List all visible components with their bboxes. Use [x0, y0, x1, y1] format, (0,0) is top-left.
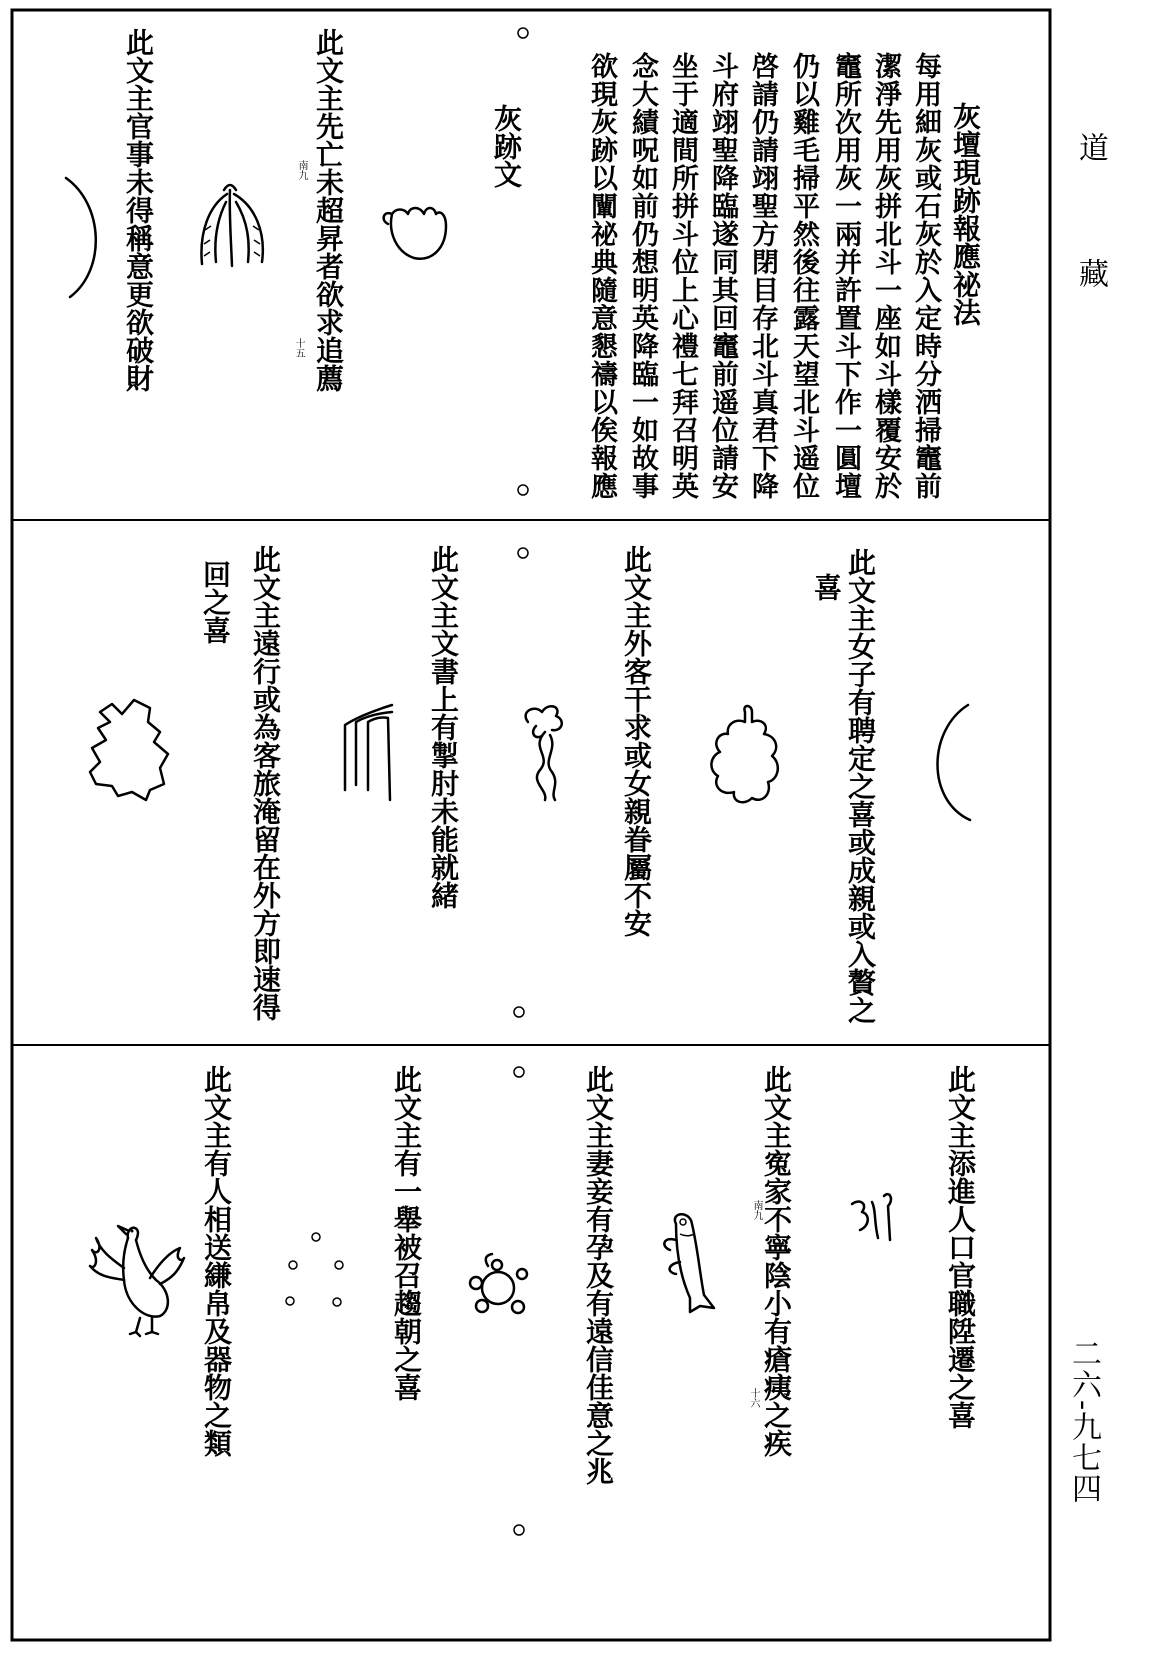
dots-sigil-icon [286, 1233, 343, 1306]
registration-circle [514, 1525, 524, 1535]
omen-entry: 此文主先亡未超昇者欲求追薦 [312, 28, 345, 392]
registration-circle [518, 485, 528, 495]
tree-sigil-icon [201, 185, 262, 266]
collection-title-top: 道 [1073, 132, 1108, 162]
spiral-cloud-sigil-icon [526, 706, 562, 800]
omen-entry: 此文主寃家不寧陰小有瘡痍之疾 [760, 1065, 793, 1457]
jagged-shape-sigil-icon [90, 700, 168, 800]
omen-entry: 此文主有一舉被召趨朝之喜 [390, 1065, 423, 1401]
method-body-line: 欲現灰跡以闡祕典隨意懇禱以俟報應 [586, 52, 617, 500]
turtle-sigil-icon [470, 1254, 527, 1313]
method-body-line: 坐于適間所拼斗位上心禮七拜召明英 [667, 52, 698, 500]
right-bracket-icon [66, 178, 96, 297]
cloud-sigil-icon [711, 706, 777, 802]
omen-entry: 此文主妻妾有孕及有遠信佳意之兆 [582, 1065, 615, 1485]
bird-sigil-icon [90, 1226, 184, 1336]
fish-sigil-icon [664, 1214, 714, 1312]
cup-sigil-icon [384, 208, 446, 259]
omen-note: 南九 [296, 160, 307, 180]
registration-circle [518, 548, 528, 558]
omen-entry: 此文主有人相送縑帛及器物之類 [200, 1065, 233, 1457]
squiggle-sigil-icon [852, 1194, 891, 1240]
method-body-line: 啓請仍請翊聖方閉目存北斗真君下降 [747, 52, 778, 500]
method-body-line: 竈所次用灰一兩并許置斗下作一圓壇 [830, 52, 861, 500]
method-body-line: 仍以雞毛掃平然後往露天望北斗遥位 [788, 52, 819, 500]
left-bracket-icon [938, 705, 971, 820]
registration-circle [518, 28, 528, 38]
omen-note: 十六 [748, 1388, 759, 1408]
omen-note: 南九 [751, 1200, 762, 1220]
omen-entry: 此文主遠行或為客旅淹留在外方即速得 [249, 545, 282, 1021]
method-body-line: 潔淨先用灰拼北斗一座如斗樣覆安於 [870, 52, 901, 500]
ash-script-title: 灰跡文 [490, 104, 523, 188]
omen-entry: 此文主添進人口官職陞遷之喜 [944, 1065, 977, 1429]
omen-entry-continuation: 回之喜 [199, 560, 232, 644]
omen-entry-continuation: 喜 [810, 573, 843, 601]
omen-entry: 此文主外客干求或女親眷屬不安 [620, 545, 653, 937]
omen-entry: 此文主文書上有掣肘未能就緒 [427, 545, 460, 909]
nested-lines-sigil-icon [345, 705, 392, 800]
registration-circle [514, 1007, 524, 1017]
method-body-line: 念大績呪如前仍想明英降臨一如故事 [627, 52, 658, 500]
page-number: 二六-九七四 [1066, 1338, 1101, 1505]
registration-circle [514, 1067, 524, 1077]
method-heading: 灰壇現跡報應祕法 [949, 102, 982, 326]
method-body-line: 斗府翊聖降臨遂同其回竈前遥位請安 [707, 52, 738, 500]
omen-note: 十五 [293, 338, 304, 358]
collection-title-bottom: 藏 [1073, 258, 1108, 288]
method-body-line: 每用細灰或石灰於入定時分洒掃竈前 [910, 52, 941, 500]
omen-entry: 此文主女子有聘定之喜或成親或入贅之 [844, 548, 877, 1024]
omen-entry: 此文主官事未得稱意更欲破財 [122, 28, 155, 392]
